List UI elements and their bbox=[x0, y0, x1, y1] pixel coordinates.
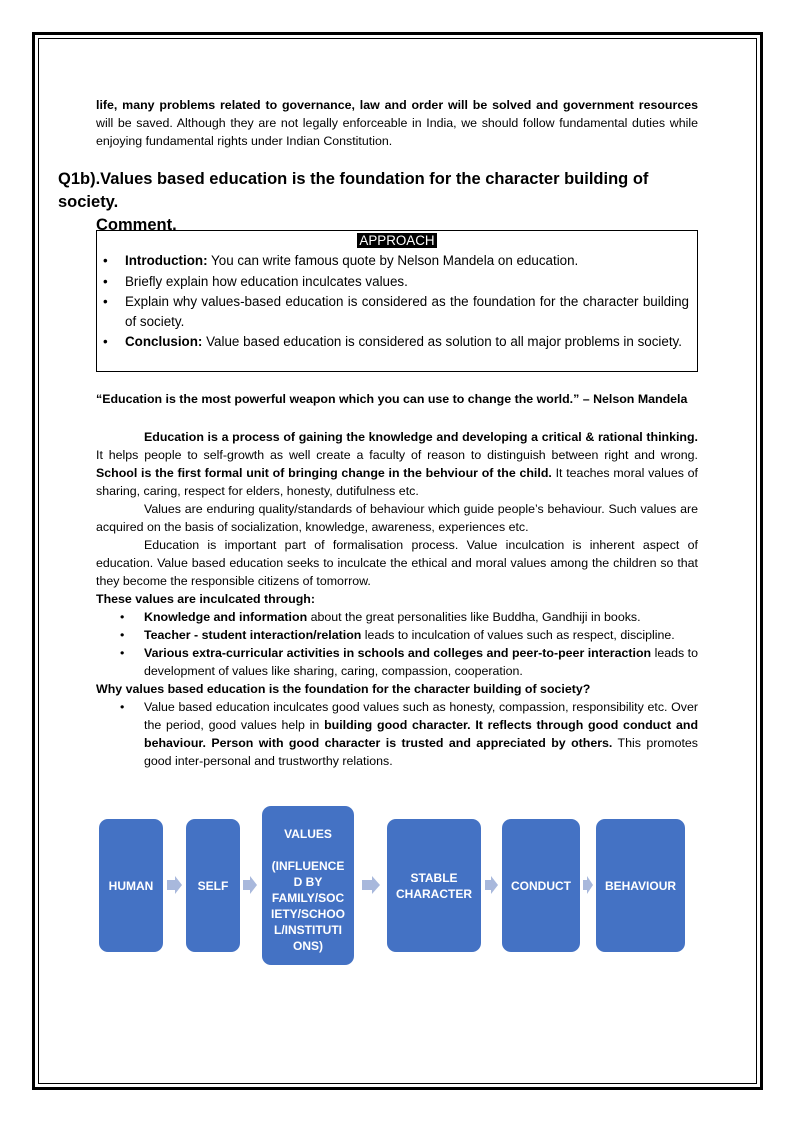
values-item-text: leads to development of values like sharing, caring, compassion, cooperation. bbox=[144, 646, 698, 678]
paragraph-formalisation: Education is important part of formalisation process. Value inculcation is inherent aspect of education. Value based education seeks to inculcate the ethical and moral values among the children so that they become the responsible citizens of tomorrow. bbox=[96, 538, 698, 588]
values-item-text: leads to inculcation of values such as respect, discipline. bbox=[361, 628, 675, 642]
para1-text-2: It teaches moral values of sharing, caring, respect for elders, honesty, dutifulness etc. bbox=[96, 466, 698, 498]
question-line-1: Q1b).Values based education is the foundation for the character building of society. bbox=[58, 170, 649, 211]
flow-arrow-icon bbox=[243, 876, 257, 894]
question-line-2: Comment. bbox=[96, 216, 177, 234]
values-item-bold: Various extra-curricular activities in schools and colleges and peer-to-peer interaction bbox=[144, 646, 652, 660]
flow-box-conduct: CONDUCT bbox=[502, 819, 580, 952]
paragraph-values: Values are enduring quality/standards of behaviour which guide people’s behaviour. Such values are acquired on the basis of socialization, knowledge, awareness, experiences etc. bbox=[96, 502, 698, 534]
approach-item-text: You can write famous quote by Nelson Mandela on education. bbox=[207, 253, 579, 269]
flow-arrow-icon bbox=[583, 876, 593, 894]
why-heading: Why values based education is the foundation for the character building of society? bbox=[96, 682, 591, 696]
values-heading: These values are inculcated through: bbox=[96, 592, 315, 606]
para1-text-1: It helps people to self-growth as well create a faculty of reason to distinguish between right and wrong. bbox=[96, 448, 698, 462]
para1-bold-2: School is the first formal unit of bringing change in the behviour of the child. bbox=[96, 466, 552, 480]
flow-box-stable-character: STABLE CHARACTER bbox=[387, 819, 481, 952]
why-item-bold: building good character. It reflects through good conduct and behaviour. Person with good character is trusted and appreciated by others. bbox=[144, 718, 699, 750]
flow-arrow-icon bbox=[362, 876, 380, 894]
approach-item-bold: Introduction: bbox=[125, 253, 208, 269]
top-paragraph-bold: life, many problems related to governance, law and order will be solved and government resources bbox=[96, 98, 698, 112]
approach-heading-label: APPROACH bbox=[359, 233, 435, 248]
why-item-text-1: Value based education inculcates good values such as honesty, compassion, responsibility etc. Over the period, good values help in bbox=[144, 700, 698, 732]
values-item-bold: Teacher - student interaction/relation bbox=[144, 628, 362, 642]
flow-arrow-icon bbox=[167, 876, 182, 894]
flow-arrow-icon bbox=[485, 876, 498, 894]
top-paragraph-rest: will be saved. Although they are not legally enforceable in India, we should follow fundamental duties while enjoying fundamental rights under Indian Constitution. bbox=[96, 116, 698, 148]
values-item-bold: Knowledge and information bbox=[144, 610, 308, 624]
flow-box-behaviour: BEHAVIOUR bbox=[596, 819, 685, 952]
approach-item-text: Briefly explain how education inculcates values. bbox=[125, 273, 408, 289]
flow-box-self: SELF bbox=[186, 819, 240, 952]
approach-item-text: Value based education is considered as solution to all major problems in society. bbox=[202, 334, 682, 350]
flow-box-values: VALUES (INFLUENCE D BY FAMILY/SOC IETY/SCHOO L/INSTITUTI ONS) bbox=[262, 806, 354, 965]
why-item-text-2: This promotes good inter-personal and trustworthy relations. bbox=[144, 736, 698, 768]
mandela-quote: “Education is the most powerful weapon which you can use to change the world.” – Nelson Mandela bbox=[96, 392, 688, 406]
approach-item-bold: Conclusion: bbox=[125, 334, 203, 350]
approach-item-text: Explain why values-based education is considered as the foundation for the character building of society. bbox=[125, 293, 689, 330]
para1-bold-1: Education is a process of gaining the knowledge and developing a critical & rational thinking. bbox=[144, 430, 698, 444]
flow-box-human: HUMAN bbox=[99, 819, 163, 952]
values-item-text: about the great personalities like Buddha, Gandhiji in books. bbox=[307, 610, 641, 624]
